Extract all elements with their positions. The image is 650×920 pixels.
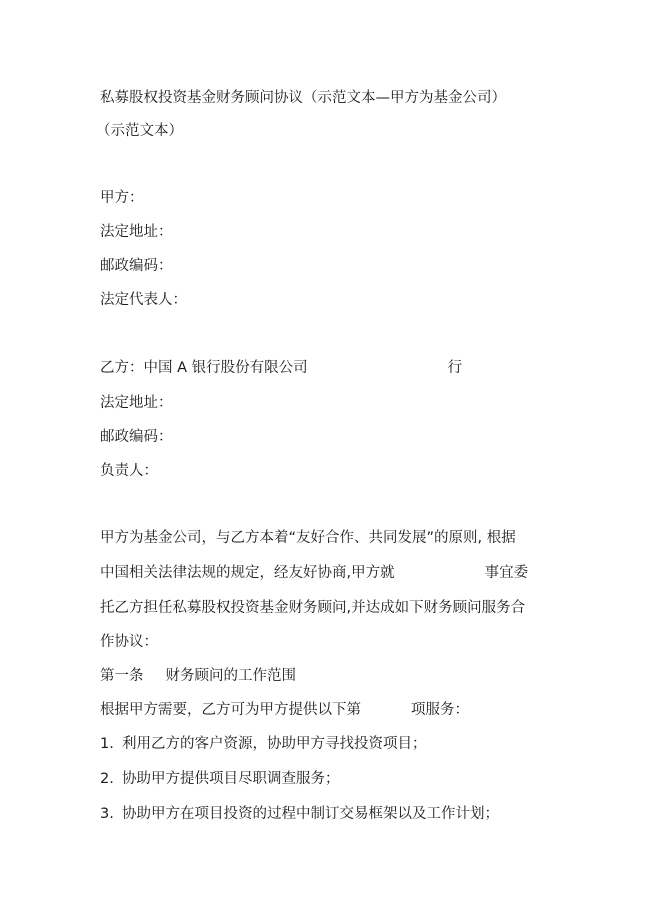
preamble-line-1: 甲方为基金公司，与乙方本着“友好合作、共同发展”的原则, 根据 xyxy=(100,530,516,546)
list-item xyxy=(100,804,499,824)
list-item-number: 3. xyxy=(100,806,114,822)
preamble-line-2-a: 中国相关法律法规的规定，经友好协商,甲方就 xyxy=(100,565,395,581)
article-1-heading-num: 第一条 xyxy=(100,668,144,684)
list-item-text: 利用乙方的客户资源，协助甲方寻找投资项目； xyxy=(122,736,427,752)
article-1-heading xyxy=(100,666,296,686)
party-b-name-line xyxy=(100,358,462,378)
list-item xyxy=(100,734,427,754)
article-1-intro-b: 项服务： xyxy=(411,702,469,718)
article-1-intro xyxy=(100,700,469,720)
preamble-line-3: 托乙方担任私募股权投资基金财务顾问,并达成如下财务顾问服务合 xyxy=(100,600,526,616)
preamble-line-4: 作协议： xyxy=(100,634,158,650)
list-item-number: 1. xyxy=(100,736,114,752)
document-title: 私募股权投资基金财务顾问协议（示范文本—甲方为基金公司） xyxy=(100,90,506,106)
preamble-line-2-b: 事宜委 xyxy=(484,565,529,581)
article-1-intro-a: 根据甲方需要，乙方可为甲方提供以下第 xyxy=(100,702,361,718)
list-item-text: 协助甲方在项目投资的过程中制订交易框架以及工作计划； xyxy=(122,806,499,822)
party-a-address: 法定地址： xyxy=(100,224,173,240)
party-a-representative: 法定代表人： xyxy=(100,292,187,308)
party-b-suffix: 行 xyxy=(447,360,463,376)
party-a-label: 甲方： xyxy=(100,190,144,206)
party-b-postcode: 邮政编码： xyxy=(100,429,173,445)
article-1-heading-text: 财务顾问的工作范围 xyxy=(165,668,296,684)
party-a-postcode: 邮政编码： xyxy=(100,258,173,274)
party-b-principal: 负责人： xyxy=(100,463,158,479)
preamble-line-2 xyxy=(100,563,528,583)
document-subtitle: （示范文本） xyxy=(96,123,183,139)
party-b-address: 法定地址： xyxy=(100,395,173,411)
list-item-text: 协助甲方提供项目尽职调查服务； xyxy=(122,771,340,787)
list-item-number: 2. xyxy=(100,771,114,787)
list-item xyxy=(100,769,340,789)
party-b-label-name: 乙方：中国 A 银行股份有限公司 xyxy=(100,360,308,376)
